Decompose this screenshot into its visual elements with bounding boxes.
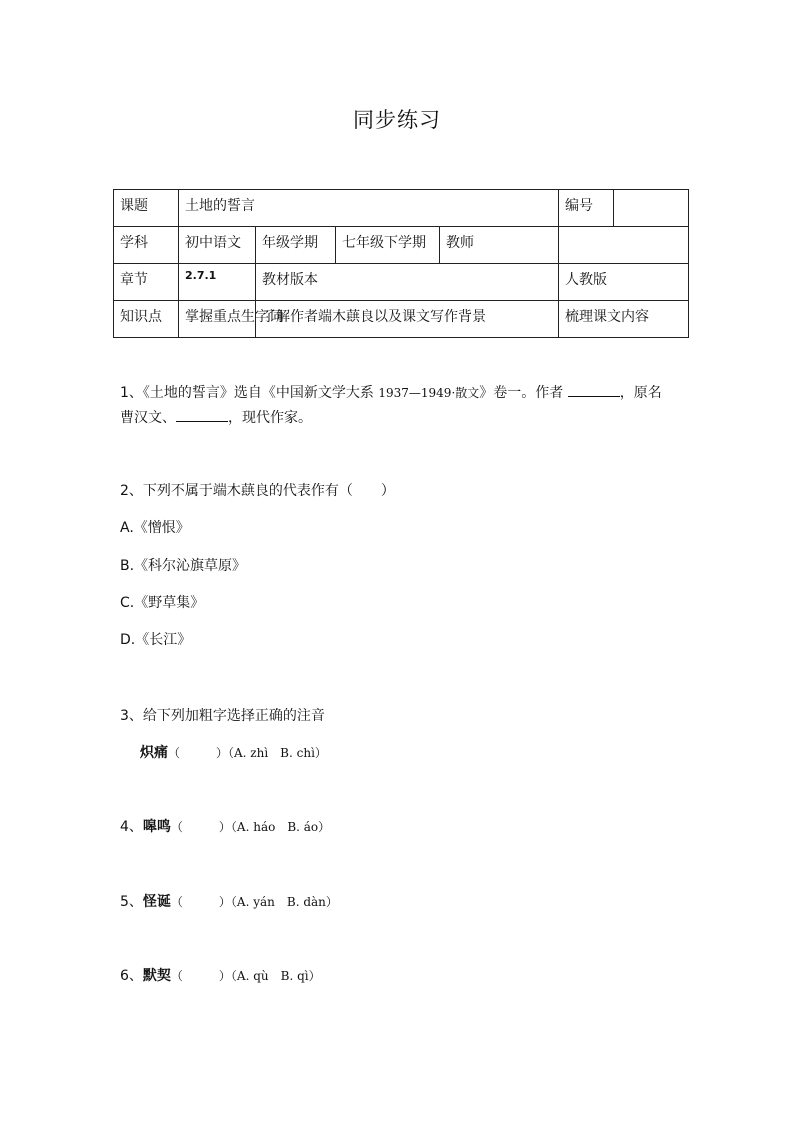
edition-value: 人教版 [559, 264, 689, 301]
subject-label: 学科 [114, 227, 179, 264]
option-b: B.《科尔沁旗草原》 [120, 558, 247, 574]
pinyin-choices: （ ）（A. yán B. dàn） [170, 895, 338, 909]
question-4 [120, 816, 330, 836]
question-1-text: 》卷一。作者 [479, 385, 564, 401]
table-row [114, 190, 689, 227]
number-label: 编号 [559, 190, 614, 227]
chapter-label: 章节 [114, 264, 179, 301]
bold-word: 怪诞 [142, 894, 171, 910]
teacher-value [559, 227, 689, 264]
question-6 [120, 965, 321, 985]
question-number: 6、 [120, 968, 143, 984]
pinyin-choices: （ ）（A. zhì B. chì） [168, 746, 327, 760]
pinyin-choices: （ ）（A. háo B. áo） [170, 820, 331, 834]
chapter-value: 2.7.1 [179, 264, 256, 301]
grade-label: 年级学期 [256, 227, 336, 264]
question-1-text: ，现代作家。 [228, 410, 312, 426]
bold-word: 默契 [142, 968, 171, 984]
answer-blank[interactable] [176, 409, 228, 422]
knowledge-label: 知识点 [114, 301, 179, 338]
info-table [113, 189, 689, 338]
table-row [114, 264, 689, 301]
question-1-line-2 [120, 407, 312, 427]
topic-value: 土地的誓言 [179, 190, 559, 227]
question-5 [120, 891, 338, 911]
answer-blank[interactable] [568, 384, 620, 397]
table-row [114, 227, 689, 264]
pinyin-choices: （ ）（A. qù B. qì） [170, 969, 321, 983]
option-c: C.《野草集》 [120, 595, 205, 611]
question-3-item [140, 742, 327, 762]
knowledge-point-2: 了解作者端木蕻良以及课文写作背景 [256, 301, 559, 338]
grade-value: 七年级下学期 [336, 227, 440, 264]
number-value [614, 190, 689, 227]
page-title: 同步练习 [353, 108, 441, 132]
table-row [114, 301, 689, 338]
question-number: 4、 [120, 819, 143, 835]
question-1-text: 1、《土地的誓言》选自《中国新文学大系 [120, 385, 374, 401]
edition-label: 教材版本 [256, 264, 559, 301]
subject-value: 初中语文 [179, 227, 256, 264]
option-a: A.《憎恨》 [120, 520, 190, 536]
knowledge-point-3: 梳理课文内容 [559, 301, 689, 338]
bold-word: 炽痛 [140, 745, 168, 761]
option-d: D.《长江》 [120, 632, 192, 648]
question-number: 5、 [120, 894, 143, 910]
question-1-text: 曹汉文、 [120, 410, 176, 426]
question-1-series: 1937—1949·散文 [378, 386, 480, 400]
knowledge-point-1: 掌握重点生字词 [179, 301, 256, 338]
bold-word: 嗥鸣 [142, 819, 171, 835]
question-1-text: ，原名 [619, 385, 662, 401]
question-2-stem: 2、下列不属于端木蕻良的代表作有（ ） [120, 483, 395, 499]
question-1-line-1 [120, 382, 662, 402]
question-3-stem: 3、给下列加粗字选择正确的注音 [120, 708, 325, 724]
teacher-label: 教师 [440, 227, 559, 264]
topic-label: 课题 [114, 190, 179, 227]
